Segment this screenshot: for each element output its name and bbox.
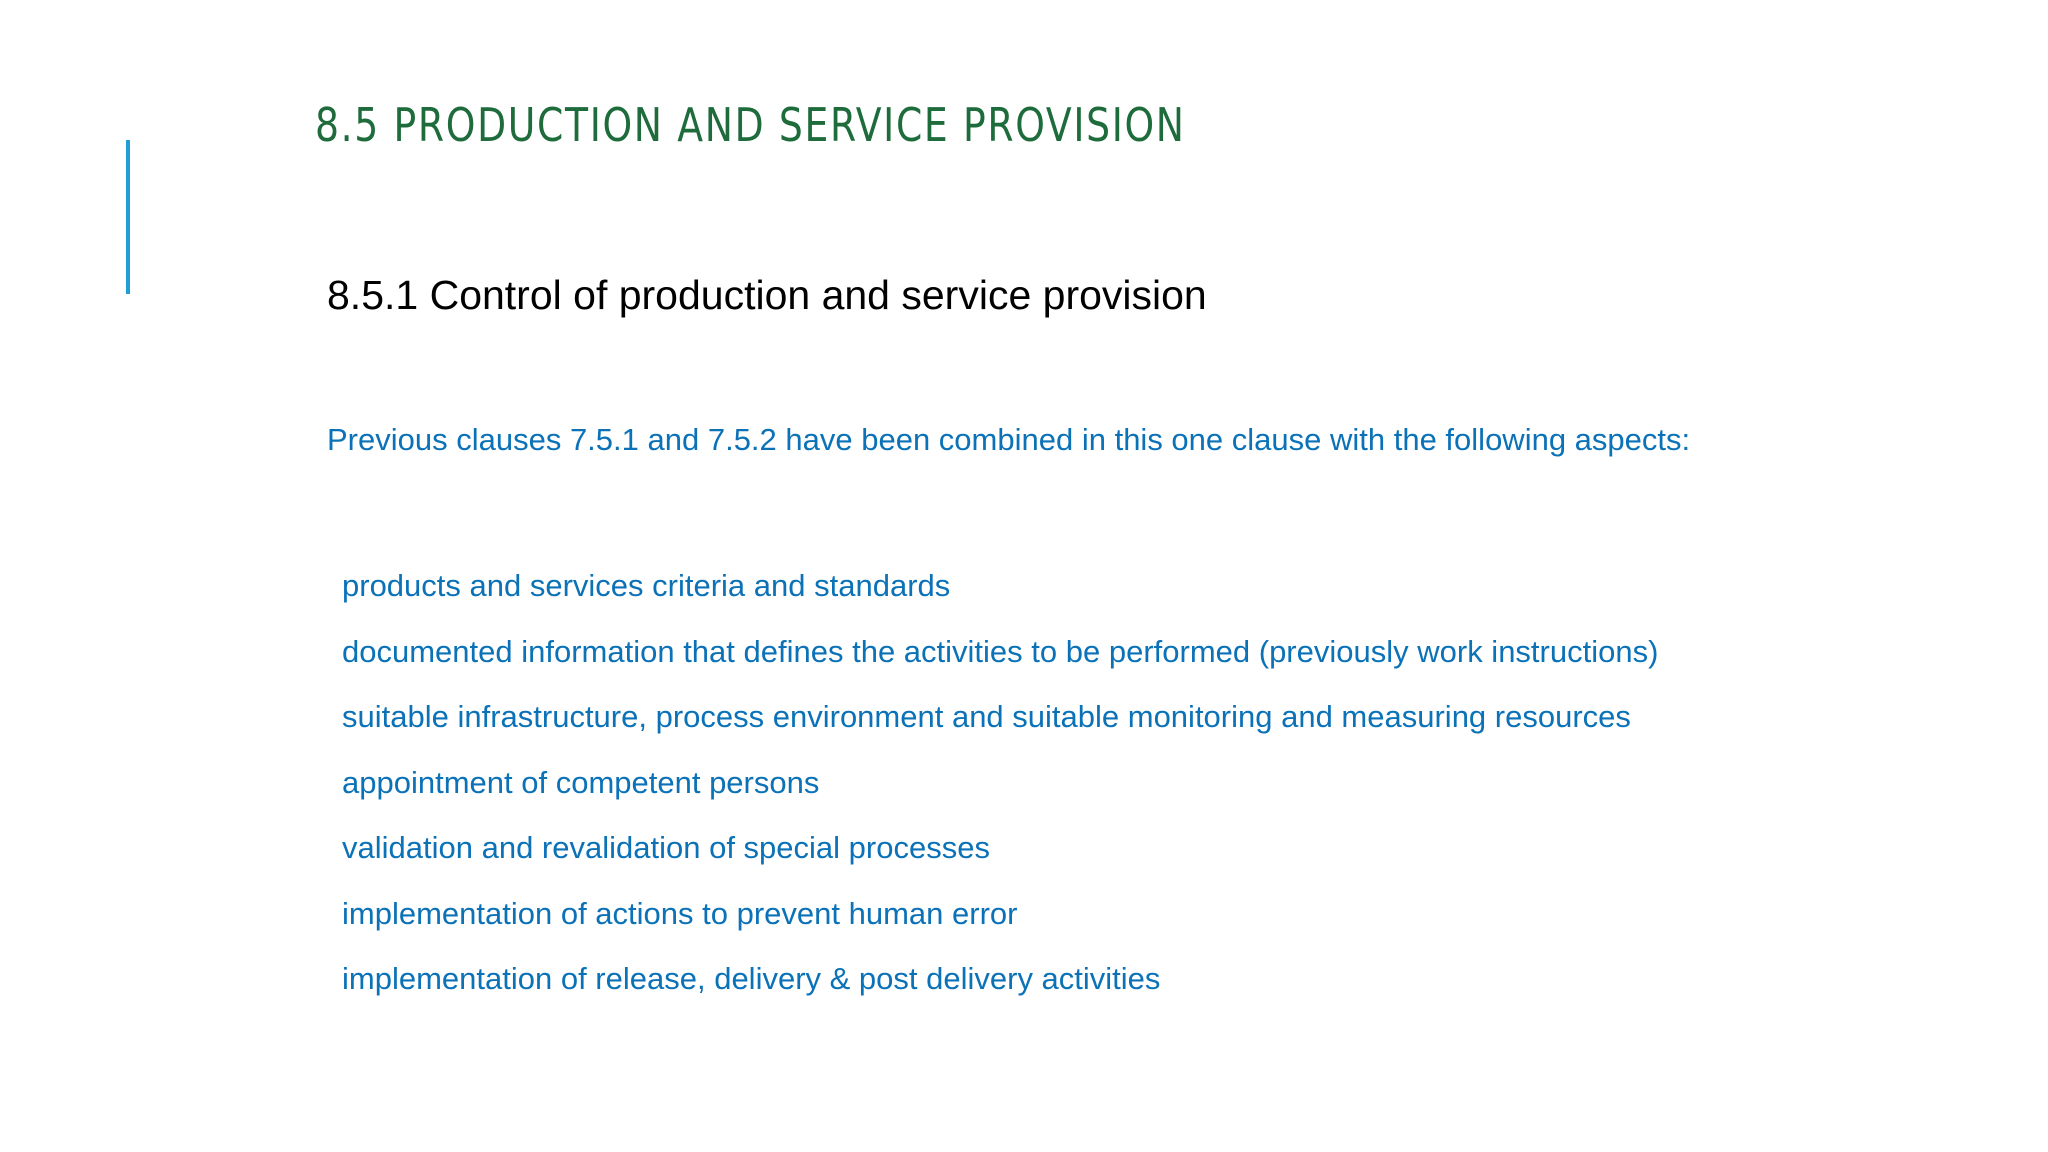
list-item: validation and revalidation of special processes <box>342 830 990 865</box>
aspects-list <box>342 553 1658 1012</box>
list-item: implementation of actions to prevent human error <box>342 895 1018 931</box>
list-item: suitable infrastructure, process environment and suitable monitoring and measuring resources <box>342 699 1631 734</box>
slide-subtitle: 8.5.1 Control of production and service provision <box>327 272 1207 318</box>
list-item: documented information that defines the activities to be performed (previously work instructions) <box>342 633 1659 669</box>
list-item: implementation of release, delivery & post delivery activities <box>342 961 1161 996</box>
intro-text: Previous clauses 7.5.1 and 7.5.2 have been combined in this one clause with the following aspects: <box>327 422 1691 457</box>
accent-bar <box>126 140 130 294</box>
list-item: products and services criteria and standards <box>342 568 951 603</box>
slide-title: 8.5 PRODUCTION AND SERVICE PROVISION <box>315 98 1186 152</box>
list-item: appointment of competent persons <box>342 764 820 800</box>
